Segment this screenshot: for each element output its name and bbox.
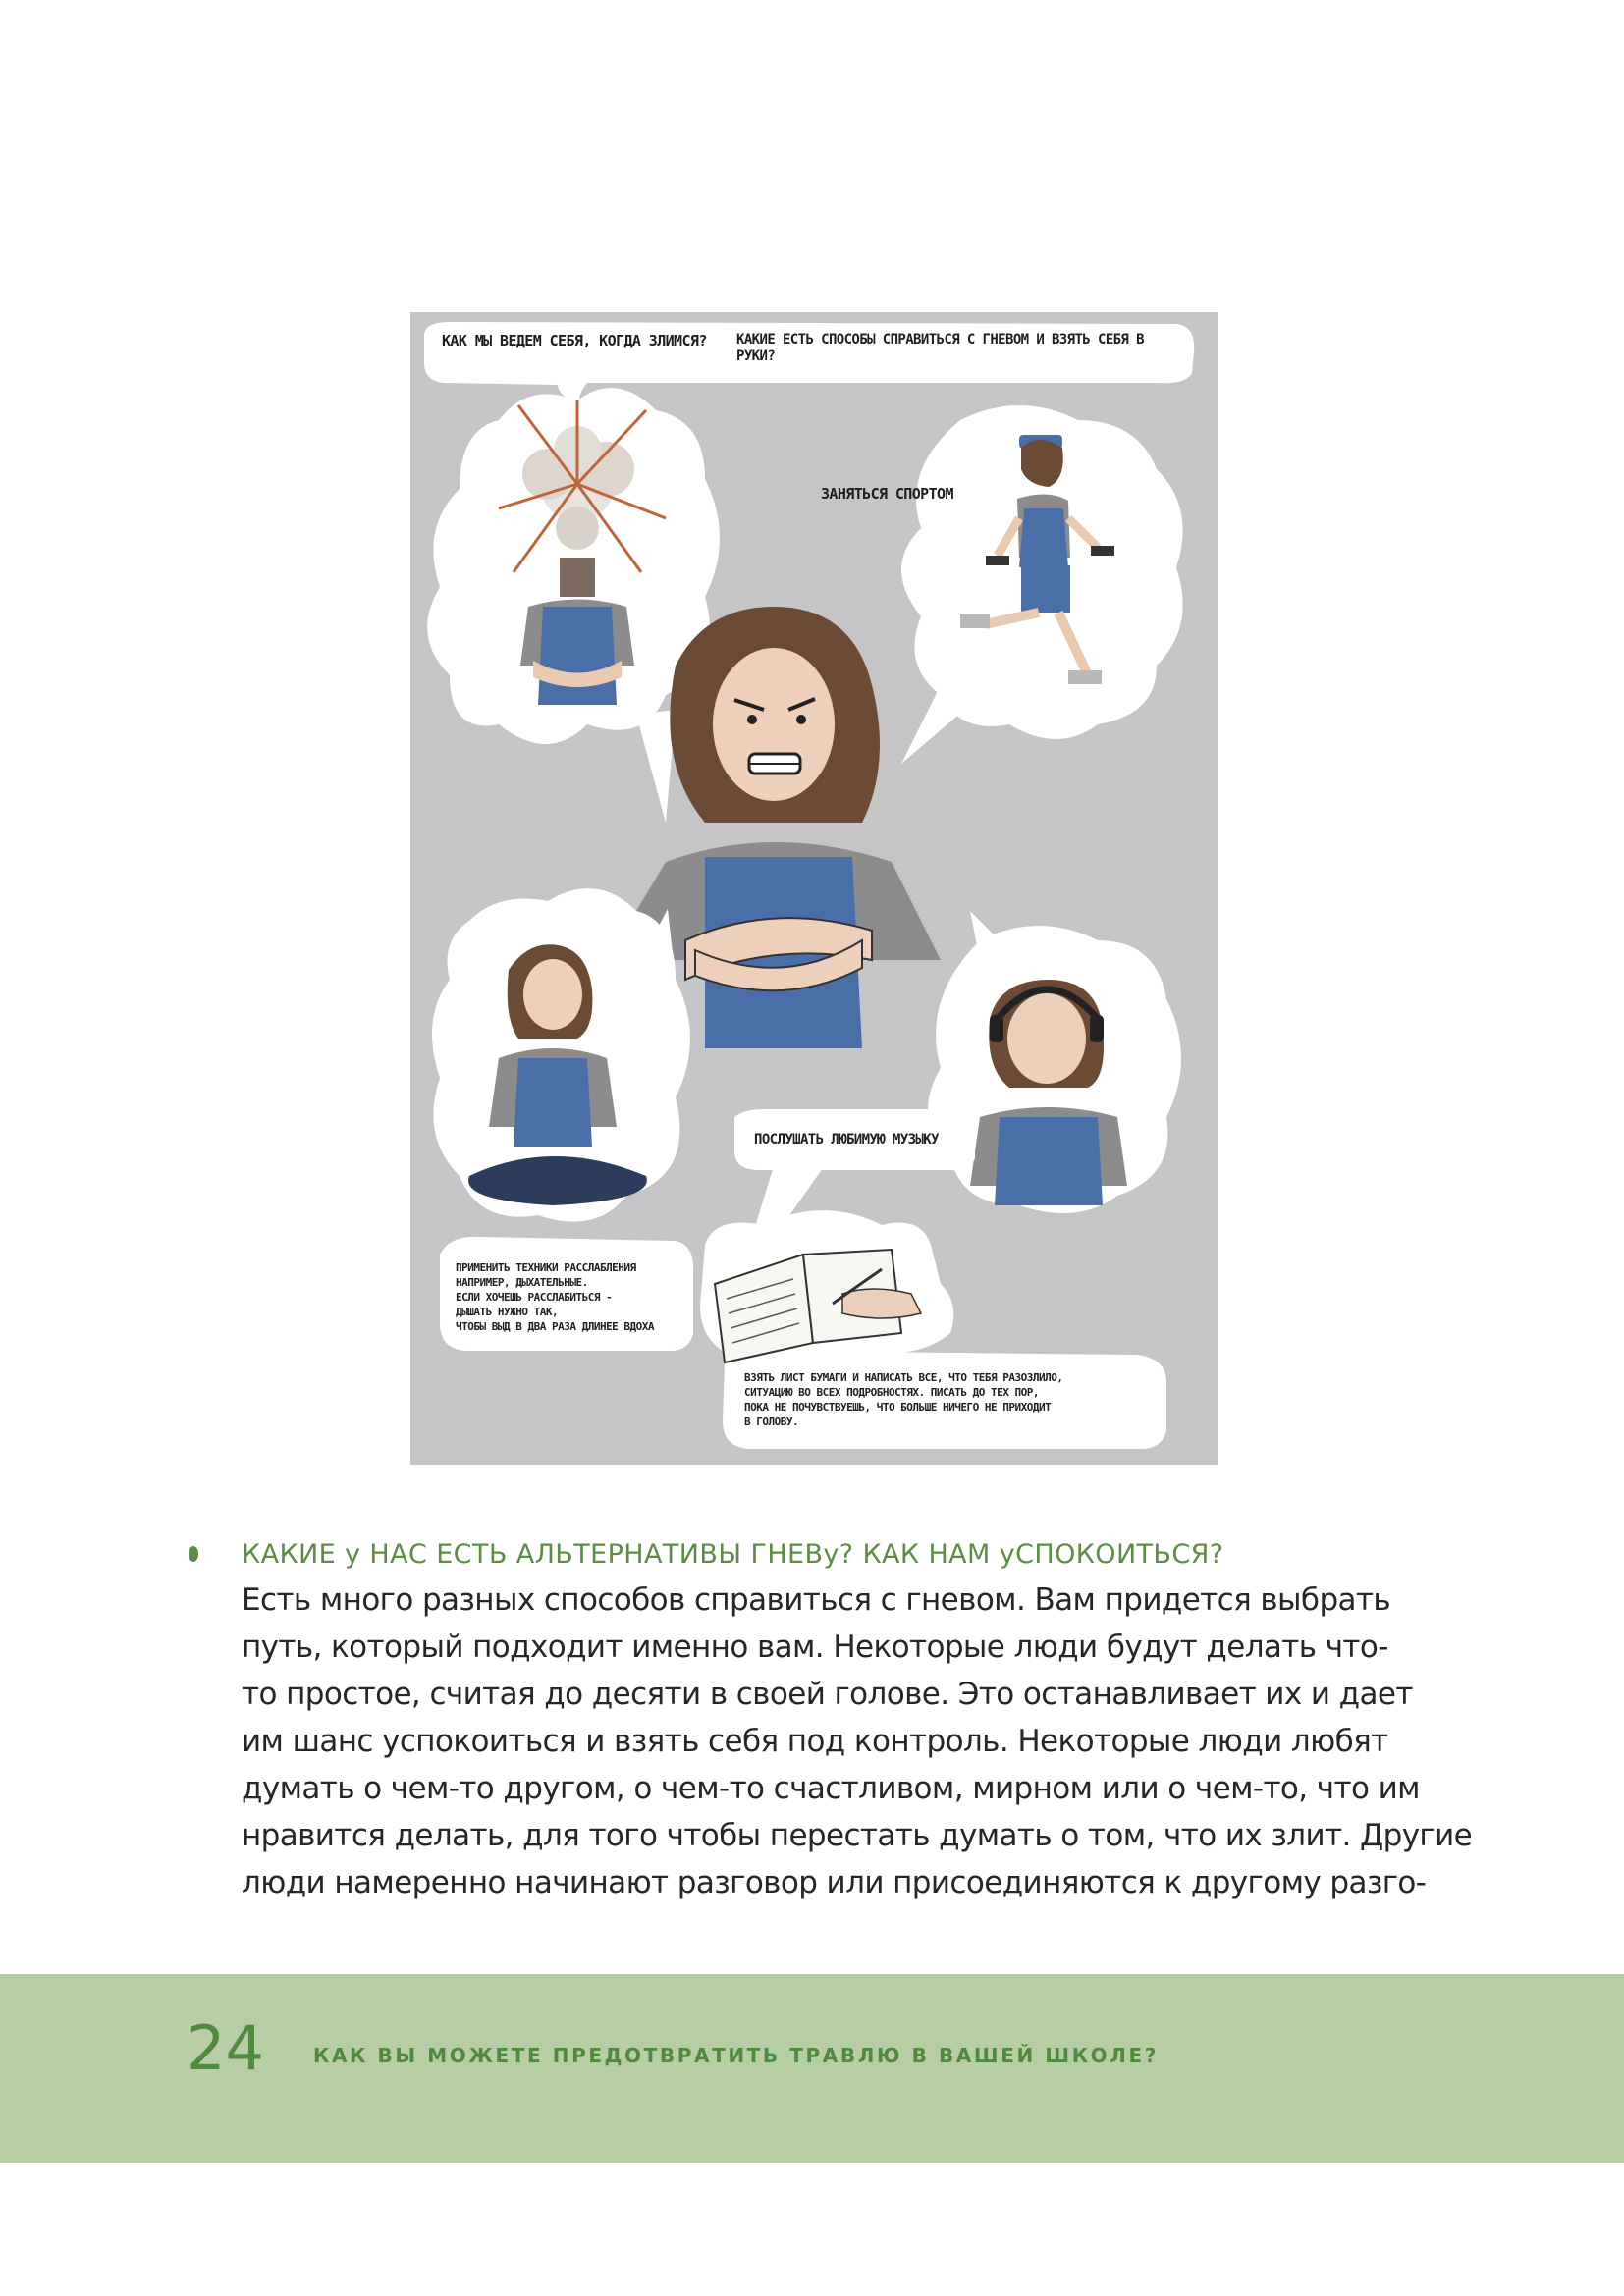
caption-sport: ЗАНЯТЬСЯ СПОРТОМ — [821, 485, 953, 503]
bullet-icon — [189, 1546, 198, 1562]
caption-write: ВЗЯТЬ ЛИСТ БУМАГИ И НАПИСАТЬ ВСЕ, ЧТО ТЕБЯ РАЗОЗЛИЛО, СИТУАЦИЮ ВО ВСЕХ ПОДРОБНОСТЯХ. ПИСАТЬ ДО ТЕХ ПОР, ПОКА НЕ ПОЧУВСТВУЕШЬ, ЧТО БОЛЬШЕ НИЧЕГО НЕ ПРИХОДИТ В ГОЛОВУ. — [744, 1371, 1063, 1428]
body-line: им шанс успокоиться и взять себя под контроль. Некоторые люди любят — [242, 1724, 1388, 1759]
body-line: Есть много разных способов справиться с гневом. Вам придется выбрать — [242, 1582, 1391, 1618]
body-line: то простое, считая до десяти в своей голове. Это останавливает их и дает — [242, 1677, 1413, 1712]
caption-music: ПОСЛУШАТЬ ЛЮБИМУЮ МУЗЫКУ — [754, 1132, 939, 1148]
illustration-panel — [410, 312, 1218, 1465]
body-text — [242, 1576, 1473, 1906]
caption-relax: ПРИМЕНИТЬ ТЕХНИКИ РАССЛАБЛЕНИЯ НАПРИМЕР, ДЫХАТЕЛЬНЫЕ. ЕСЛИ ХОЧЕШЬ РАССЛАБИТЬСЯ - ДЫШАТЬ НУЖНО ТАК, ЧТОБЫ ВЫД В ДВА РАЗА ДЛИНЕЕ ВДОХА — [456, 1261, 655, 1333]
body-line: люди намеренно начинают разговор или присоединяются к другому разго- — [242, 1865, 1427, 1900]
page-number: 24 — [187, 2012, 264, 2084]
body-line: нравится делать, для того чтобы перестать думать о том, что их злит. Другие — [242, 1818, 1473, 1853]
body-line: думать о чем-то другом, о чем-то счастливом, мирном или о чем-то, что им — [242, 1771, 1420, 1806]
question-right: КАКИЕ ЕСТЬ СПОСОБЫ СПРАВИТЬСЯ С ГНЕВОМ И ВЗЯТЬ СЕБЯ В РУКИ? — [736, 332, 1144, 364]
anger-alternatives-section — [192, 1537, 1473, 1906]
question-left: КАК МЫ ВЕДЕМ СЕБЯ, КОГДА ЗЛИМСЯ? — [442, 332, 707, 349]
section-heading: КАКИЕ у НАС ЕСТЬ АЛЬТЕРНАТИВЫ ГНЕВу? КАК НАМ уСПОКОИТЬСЯ? — [242, 1539, 1224, 1570]
page-footer — [0, 1974, 1624, 2163]
running-title: КАК ВЫ МОЖЕТЕ ПРЕДОТВРАТИТЬ ТРАВЛЮ В ВАШЕЙ ШКОЛЕ? — [313, 2044, 1159, 2067]
anger-bubble-tail — [636, 710, 676, 823]
body-line: путь, который подходит именно вам. Некоторые люди будут делать что- — [242, 1629, 1388, 1665]
